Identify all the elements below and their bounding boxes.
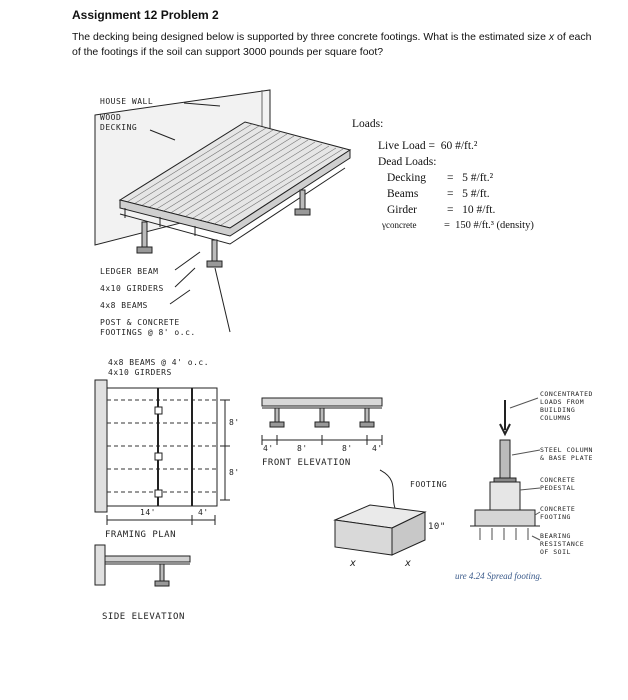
label-plan-girders: 4x10 GIRDERS xyxy=(108,368,172,377)
beams-row: Beams = 5 #/ft. xyxy=(387,188,490,200)
problem-statement: The decking being designed below is supported by three concrete footings. What is the estimated size x of each of the footings if the soil can support 3000 pounds per square foot? xyxy=(72,31,592,58)
detail-pedestal-1: CONCRETE xyxy=(540,476,576,484)
label-post-concrete: POST & CONCRETE xyxy=(100,318,180,327)
front-elevation-drawing xyxy=(262,398,382,445)
detail-loads-3: BUILDING xyxy=(540,406,576,414)
plan-dim-4: 4' xyxy=(198,508,209,517)
label-wood: WOOD xyxy=(100,113,122,122)
footing-dim-x2: x xyxy=(405,558,412,569)
framing-plan-drawing xyxy=(95,380,230,525)
detail-loads-1: CONCENTRATED xyxy=(540,390,593,398)
front-dim-4b: 4' xyxy=(372,444,383,453)
front-elevation-title: FRONT ELEVATION xyxy=(262,458,351,468)
side-elevation-drawing xyxy=(95,545,190,586)
decking-row: Decking = 5 #/ft.² xyxy=(387,172,494,184)
plan-dim-8b: 8' xyxy=(229,468,240,477)
front-dim-8a: 8' xyxy=(297,444,308,453)
label-footings-spacing: FOOTINGS @ 8' o.c. xyxy=(100,328,196,337)
front-dim-8b: 8' xyxy=(342,444,353,453)
label-beams: 4x8 BEAMS xyxy=(100,301,148,310)
front-dim-4a: 4' xyxy=(263,444,274,453)
footing-dim-x1: x xyxy=(350,558,357,569)
framing-plan-title: FRAMING PLAN xyxy=(105,530,177,540)
live-load-row: Live Load = 60 #/ft.² xyxy=(378,140,478,152)
detail-loads-2: LOADS FROM xyxy=(540,398,585,406)
loads-heading: Loads: xyxy=(352,118,384,130)
label-plan-beams: 4x8 BEAMS @ 4' o.c. xyxy=(108,358,210,367)
side-elevation-title: SIDE ELEVATION xyxy=(102,612,185,622)
detail-loads-4: COLUMNS xyxy=(540,414,571,422)
detail-bearing-1: BEARING xyxy=(540,532,571,540)
footing-depth: 10" xyxy=(428,522,446,532)
dead-loads-label: Dead Loads: xyxy=(378,156,437,168)
footing-label: FOOTING xyxy=(410,480,448,489)
assignment-title: Assignment 12 Problem 2 xyxy=(72,8,219,22)
detail-bearing-2: RESISTANCE xyxy=(540,540,585,548)
plan-dim-8a: 8' xyxy=(229,418,240,427)
detail-steel-1: STEEL COLUMN xyxy=(540,446,593,454)
detail-bearing-3: OF SOIL xyxy=(540,548,571,556)
label-ledger-beam: LEDGER BEAM xyxy=(100,267,159,276)
spread-footing-detail-drawing xyxy=(470,398,540,540)
plan-dim-14: 14' xyxy=(140,508,156,517)
detail-pedestal-2: PEDESTAL xyxy=(540,484,576,492)
label-decking: DECKING xyxy=(100,123,138,132)
label-house-wall: HOUSE WALL xyxy=(100,97,154,106)
detail-footing-1: CONCRETE xyxy=(540,505,576,513)
detail-steel-2: & BASE PLATE xyxy=(540,454,593,462)
detail-footing-2: FOOTING xyxy=(540,513,571,521)
girder-row: Girder = 10 #/ft. xyxy=(387,204,496,216)
label-girders: 4x10 GIRDERS xyxy=(100,284,164,293)
figure-caption: ure 4.24 Spread footing. xyxy=(455,571,543,581)
concrete-density-row: γconcrete = 150 #/ft.³ (density) xyxy=(382,220,534,231)
